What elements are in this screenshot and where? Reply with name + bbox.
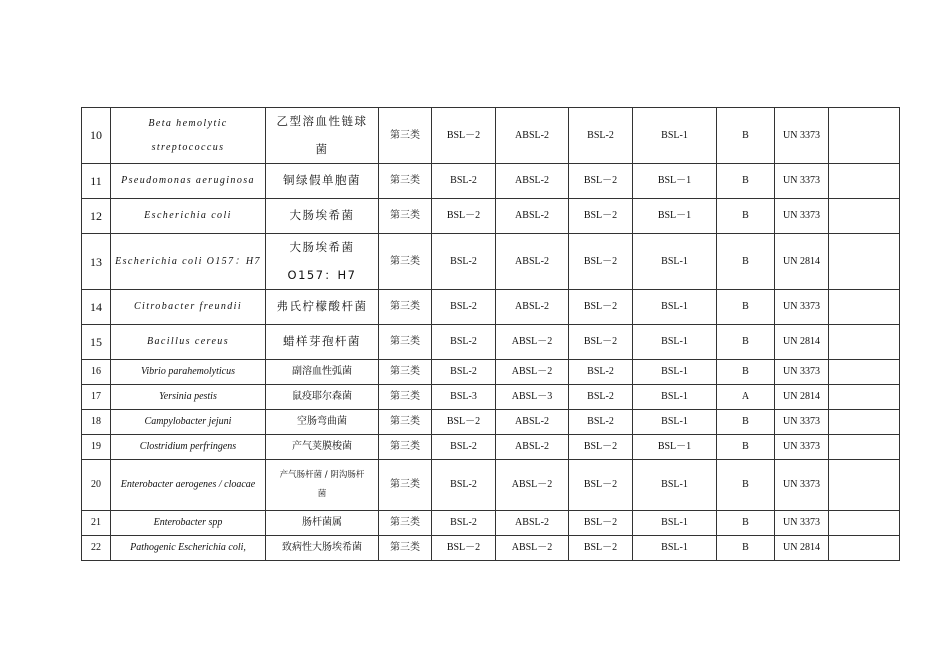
table-row (82, 360, 900, 385)
pathogen-latin-name-line: Campylobacter jejuni (144, 416, 232, 428)
pathogen-chinese-name (266, 410, 379, 435)
row-number: 16 (82, 360, 111, 385)
animal-lab-level: ABSL-2 (496, 164, 569, 199)
pathogen-latin-name-line: Escherichia coli (144, 210, 232, 222)
lab-level-c: BSL-1 (633, 410, 717, 435)
lab-level-b: BSL－2 (569, 290, 633, 325)
lab-level-b: BSL－2 (569, 234, 633, 290)
hazard-category: 第三类 (379, 410, 432, 435)
un-number: UN 3373 (775, 199, 829, 234)
remarks-cell (829, 410, 900, 435)
pathogen-chinese-name (266, 290, 379, 325)
un-number: UN 2814 (775, 536, 829, 561)
pathogen-latin-name (111, 360, 266, 385)
pathogen-chinese-name-line: 副溶血性弧菌 (292, 366, 352, 378)
un-number: UN 3373 (775, 164, 829, 199)
pathogen-latin-name-line: Clostridium perfringens (139, 441, 237, 453)
pathogen-chinese-name (266, 511, 379, 536)
pathogen-chinese-name (266, 360, 379, 385)
pathogen-chinese-name (266, 385, 379, 410)
lab-level-a: BSL-2 (432, 511, 496, 536)
pathogen-chinese-name-line: 菌 (315, 141, 329, 156)
pathogen-latin-name (111, 435, 266, 460)
un-number: UN 3373 (775, 108, 829, 164)
pathogen-chinese-name-line: 产气肠杆菌 / 阴沟肠杆 (279, 469, 365, 480)
remarks-cell (829, 435, 900, 460)
table-row (82, 536, 900, 561)
table-row (82, 460, 900, 511)
un-number: UN 3373 (775, 410, 829, 435)
pathogen-chinese-name (266, 108, 379, 164)
table-row (82, 234, 900, 290)
pathogen-chinese-name (266, 325, 379, 360)
lab-level-a: BSL－2 (432, 108, 496, 164)
pathogen-chinese-name-line: 肠杆菌属 (302, 517, 342, 529)
pathogen-latin-name-line: Enterobacter spp (153, 517, 223, 529)
table-row (82, 410, 900, 435)
pathogen-latin-name-line: Vibrio parahemolyticus (141, 366, 235, 378)
pathogen-chinese-name-line: 铜绿假单胞菌 (283, 173, 361, 188)
lab-level-c: BSL-1 (633, 290, 717, 325)
pathogen-chinese-name (266, 164, 379, 199)
hazard-category: 第三类 (379, 435, 432, 460)
lab-level-c: BSL-1 (633, 108, 717, 164)
table-row (82, 108, 900, 164)
transport-class: A (717, 385, 775, 410)
pathogen-chinese-name-line: 弗氏柠檬酸杆菌 (276, 299, 368, 314)
row-number: 19 (82, 435, 111, 460)
pathogen-chinese-name-line: 致病性大肠埃希菌 (282, 542, 362, 554)
remarks-cell (829, 290, 900, 325)
table-row (82, 385, 900, 410)
remarks-cell (829, 199, 900, 234)
table-row (82, 435, 900, 460)
pathogen-latin-name (111, 460, 266, 511)
animal-lab-level: ABSL-2 (496, 410, 569, 435)
biosafety-table (81, 107, 900, 561)
row-number: 20 (82, 460, 111, 511)
pathogen-latin-name-line: Escherichia coli O157：H7 (115, 255, 261, 267)
lab-level-a: BSL－2 (432, 536, 496, 561)
remarks-cell (829, 360, 900, 385)
lab-level-c: BSL-1 (633, 511, 717, 536)
remarks-cell (829, 385, 900, 410)
lab-level-b: BSL-2 (569, 360, 633, 385)
lab-level-b: BSL-2 (569, 385, 633, 410)
animal-lab-level: ABSL－2 (496, 536, 569, 561)
pathogen-latin-name (111, 511, 266, 536)
row-number: 15 (82, 325, 111, 360)
transport-class: B (717, 460, 775, 511)
lab-level-a: BSL-2 (432, 435, 496, 460)
lab-level-c: BSL－1 (633, 435, 717, 460)
animal-lab-level: ABSL-2 (496, 234, 569, 290)
remarks-cell (829, 108, 900, 164)
table-row (82, 290, 900, 325)
row-number: 10 (82, 108, 111, 164)
pathogen-chinese-name-line: 大肠埃希菌 (289, 240, 355, 255)
remarks-cell (829, 325, 900, 360)
row-number: 21 (82, 511, 111, 536)
table-row (82, 199, 900, 234)
hazard-category: 第三类 (379, 234, 432, 290)
pathogen-chinese-name (266, 435, 379, 460)
animal-lab-level: ABSL-2 (496, 290, 569, 325)
transport-class: B (717, 164, 775, 199)
pathogen-latin-name-line: Pathogenic Escherichia coli, (130, 542, 246, 554)
pathogen-chinese-name-line: 空肠弯曲菌 (297, 416, 347, 428)
pathogen-latin-name (111, 410, 266, 435)
pathogen-chinese-name (266, 234, 379, 290)
lab-level-b: BSL-2 (569, 410, 633, 435)
pathogen-chinese-name-line: 产气荚膜梭菌 (292, 441, 352, 453)
table-body (82, 108, 900, 561)
lab-level-c: BSL-1 (633, 234, 717, 290)
lab-level-a: BSL-2 (432, 290, 496, 325)
animal-lab-level: ABSL-2 (496, 199, 569, 234)
remarks-cell (829, 511, 900, 536)
row-number: 13 (82, 234, 111, 290)
hazard-category: 第三类 (379, 460, 432, 511)
un-number: UN 2814 (775, 385, 829, 410)
lab-level-b: BSL-2 (569, 108, 633, 164)
lab-level-b: BSL－2 (569, 435, 633, 460)
row-number: 18 (82, 410, 111, 435)
un-number: UN 3373 (775, 290, 829, 325)
lab-level-a: BSL-2 (432, 360, 496, 385)
animal-lab-level: ABSL－2 (496, 460, 569, 511)
pathogen-latin-name (111, 108, 266, 164)
pathogen-latin-name (111, 290, 266, 325)
row-number: 22 (82, 536, 111, 561)
un-number: UN 3373 (775, 511, 829, 536)
lab-level-b: BSL－2 (569, 536, 633, 561)
pathogen-latin-name (111, 325, 266, 360)
transport-class: B (717, 360, 775, 385)
remarks-cell (829, 234, 900, 290)
animal-lab-level: ABSL－2 (496, 325, 569, 360)
lab-level-c: BSL-1 (633, 360, 717, 385)
pathogen-latin-name (111, 164, 266, 199)
pathogen-latin-name-line: streptococcus (151, 141, 225, 153)
lab-level-b: BSL－2 (569, 199, 633, 234)
transport-class: B (717, 536, 775, 561)
transport-class: B (717, 511, 775, 536)
hazard-category: 第三类 (379, 108, 432, 164)
pathogen-latin-name-line: Pseudomonas aeruginosa (121, 175, 255, 187)
hazard-category: 第三类 (379, 385, 432, 410)
un-number: UN 2814 (775, 325, 829, 360)
pathogen-chinese-name-line: 乙型溶血性链球 (276, 114, 368, 128)
pathogen-latin-name-line: Bacillus cereus (146, 336, 229, 348)
lab-level-c: BSL-1 (633, 460, 717, 511)
pathogen-chinese-name-line: O157：H7 (287, 267, 357, 282)
table-row (82, 511, 900, 536)
lab-level-b: BSL－2 (569, 164, 633, 199)
table-row (82, 164, 900, 199)
pathogen-chinese-name (266, 199, 379, 234)
un-number: UN 3373 (775, 360, 829, 385)
lab-level-b: BSL－2 (569, 511, 633, 536)
hazard-category: 第三类 (379, 511, 432, 536)
hazard-category: 第三类 (379, 536, 432, 561)
animal-lab-level: ABSL-2 (496, 108, 569, 164)
lab-level-a: BSL-2 (432, 234, 496, 290)
pathogen-latin-name-line: Yersinia pestis (159, 391, 217, 403)
lab-level-a: BSL-2 (432, 325, 496, 360)
lab-level-c: BSL-1 (633, 385, 717, 410)
pathogen-latin-name (111, 536, 266, 561)
lab-level-a: BSL－2 (432, 199, 496, 234)
pathogen-chinese-name-line: 蜡样芽孢杆菌 (283, 334, 361, 349)
animal-lab-level: ABSL－2 (496, 360, 569, 385)
lab-level-c: BSL－1 (633, 164, 717, 199)
hazard-category: 第三类 (379, 325, 432, 360)
lab-level-b: BSL－2 (569, 460, 633, 511)
remarks-cell (829, 460, 900, 511)
animal-lab-level: ABSL-2 (496, 511, 569, 536)
hazard-category: 第三类 (379, 290, 432, 325)
hazard-category: 第三类 (379, 199, 432, 234)
transport-class: B (717, 234, 775, 290)
transport-class: B (717, 290, 775, 325)
pathogen-chinese-name-line: 大肠埃希菌 (289, 208, 355, 223)
lab-level-b: BSL－2 (569, 325, 633, 360)
transport-class: B (717, 199, 775, 234)
row-number: 12 (82, 199, 111, 234)
un-number: UN 3373 (775, 460, 829, 511)
transport-class: B (717, 410, 775, 435)
pathogen-chinese-name-line: 鼠疫耶尔森菌 (292, 391, 352, 403)
row-number: 14 (82, 290, 111, 325)
animal-lab-level: ABSL－3 (496, 385, 569, 410)
un-number: UN 2814 (775, 234, 829, 290)
transport-class: B (717, 325, 775, 360)
lab-level-c: BSL－1 (633, 199, 717, 234)
pathogen-chinese-name (266, 536, 379, 561)
row-number: 11 (82, 164, 111, 199)
pathogen-latin-name (111, 385, 266, 410)
hazard-category: 第三类 (379, 164, 432, 199)
pathogen-latin-name (111, 199, 266, 234)
animal-lab-level: ABSL-2 (496, 435, 569, 460)
transport-class: B (717, 108, 775, 164)
lab-level-c: BSL-1 (633, 536, 717, 561)
table-row (82, 325, 900, 360)
pathogen-latin-name-line: Enterobacter aerogenes / cloacae (120, 479, 256, 491)
row-number: 17 (82, 385, 111, 410)
lab-level-a: BSL-3 (432, 385, 496, 410)
pathogen-latin-name-line: Beta hemolytic (148, 117, 228, 129)
un-number: UN 3373 (775, 435, 829, 460)
pathogen-latin-name (111, 234, 266, 290)
remarks-cell (829, 536, 900, 561)
remarks-cell (829, 164, 900, 199)
lab-level-a: BSL-2 (432, 460, 496, 511)
lab-level-a: BSL-2 (432, 164, 496, 199)
hazard-category: 第三类 (379, 360, 432, 385)
pathogen-latin-name-line: Citrobacter freundii (133, 301, 243, 313)
pathogen-chinese-name-line: 菌 (317, 489, 327, 500)
lab-level-c: BSL-1 (633, 325, 717, 360)
transport-class: B (717, 435, 775, 460)
pathogen-chinese-name (266, 460, 379, 511)
lab-level-a: BSL－2 (432, 410, 496, 435)
